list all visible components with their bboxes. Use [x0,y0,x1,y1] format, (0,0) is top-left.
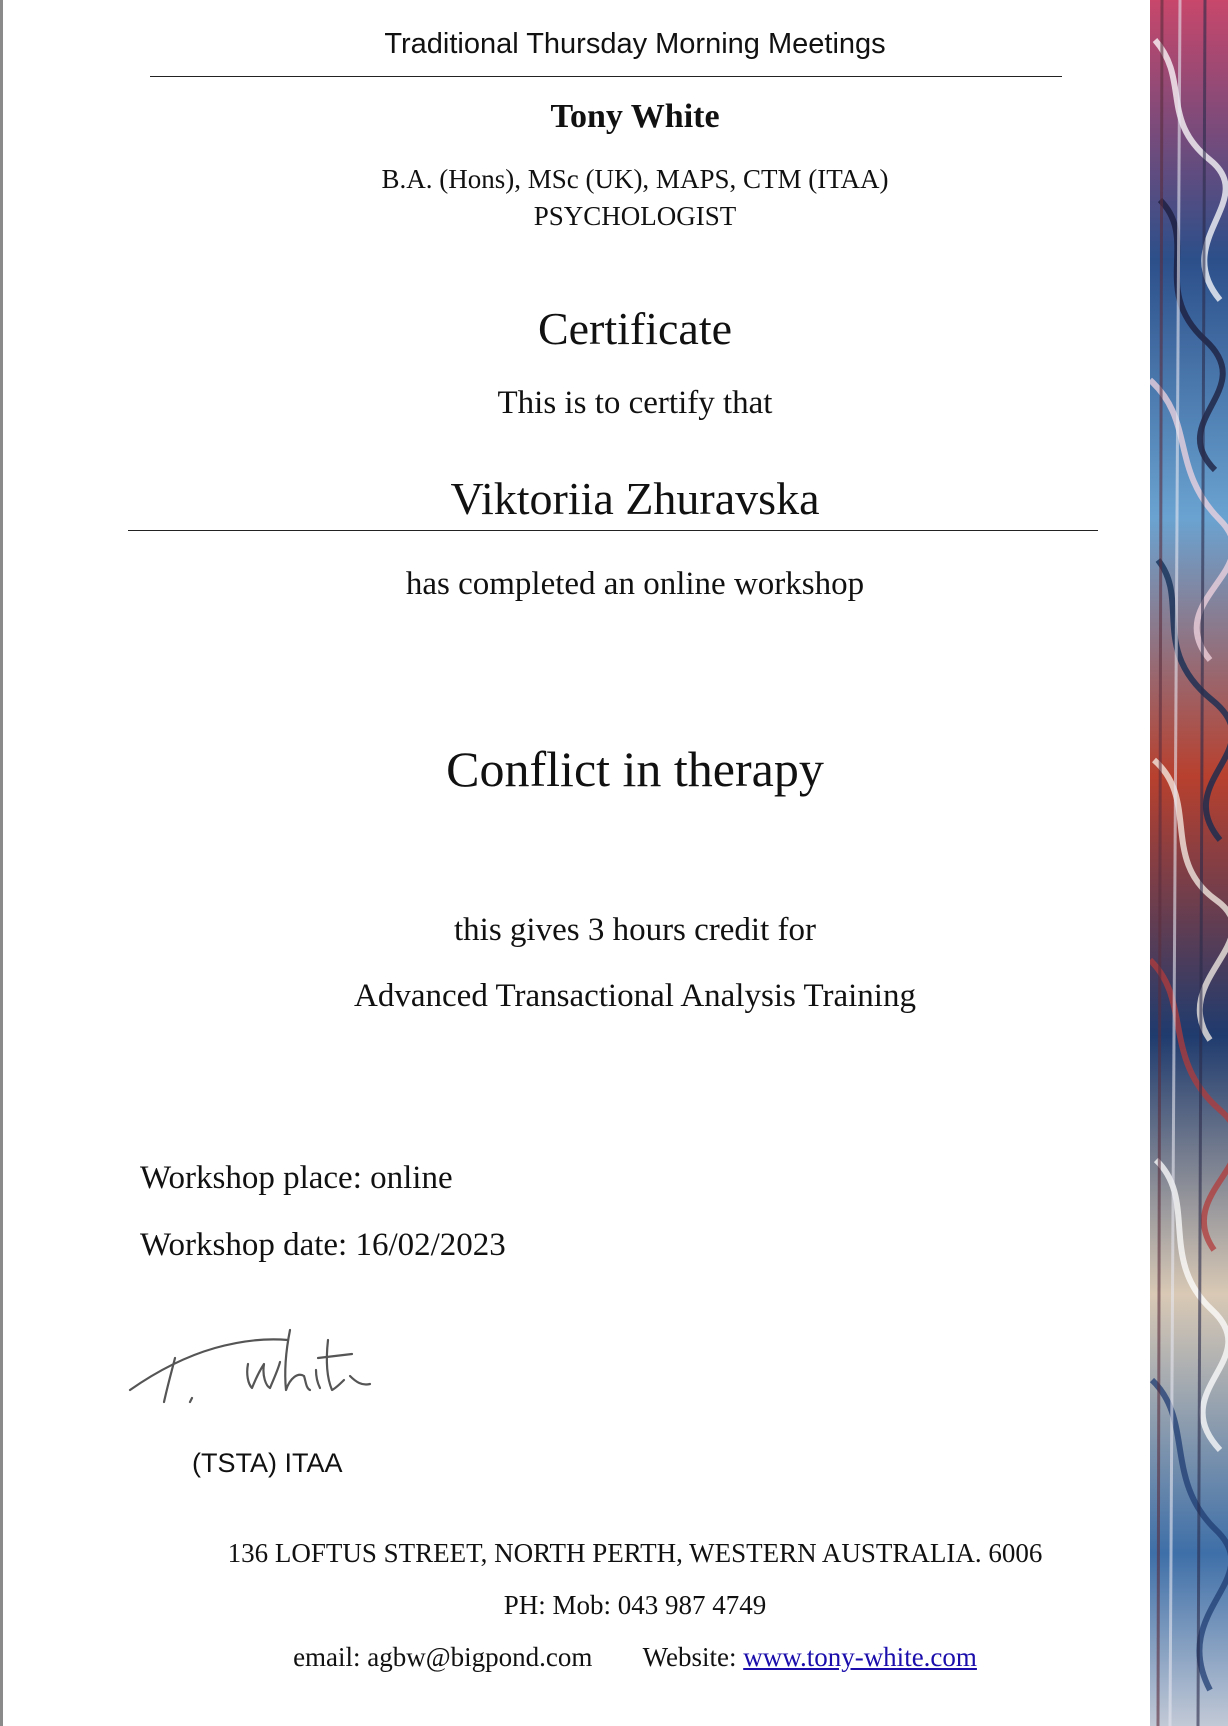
recipient-underline [128,530,1098,531]
footer-contact-row [60,1642,1210,1673]
signatory-credential: (TSTA) ITAA [192,1448,343,1478]
organization-title: Traditional Thursday Morning Meetings [384,28,886,60]
website-link[interactable]: www.tony-white.com [743,1642,977,1672]
handwritten-signature [120,1318,400,1418]
page-edge [0,0,3,1726]
website-label: Website: [642,1642,737,1672]
workshop-date: Workshop date: 16/02/2023 [140,1227,506,1263]
certify-intro: This is to certify that [497,385,773,421]
completion-statement: has completed an online workshop [405,566,865,602]
issuer-profession: PSYCHOLOGIST [533,201,737,231]
header-divider [150,76,1062,77]
workshop-title: Conflict in therapy [446,741,824,797]
certificate-title: Certificate [537,303,733,354]
footer-email: email: agbw@bigpond.com [293,1642,593,1672]
decorative-art-border [1150,0,1228,1726]
training-name: Advanced Transactional Analysis Training [354,978,916,1014]
recipient-name: Viktoriia Zhuravska [450,473,820,524]
footer-address: 136 LOFTUS STREET, NORTH PERTH, WESTERN AUSTRALIA. 6006 [227,1538,1043,1568]
footer-phone: PH: Mob: 043 987 4749 [503,1590,767,1620]
credit-statement: this gives 3 hours credit for [453,912,817,948]
issuer-name: Tony White [550,98,720,135]
issuer-qualifications: B.A. (Hons), MSc (UK), MAPS, CTM (ITAA) [381,164,889,194]
workshop-place: Workshop place: online [140,1160,453,1196]
